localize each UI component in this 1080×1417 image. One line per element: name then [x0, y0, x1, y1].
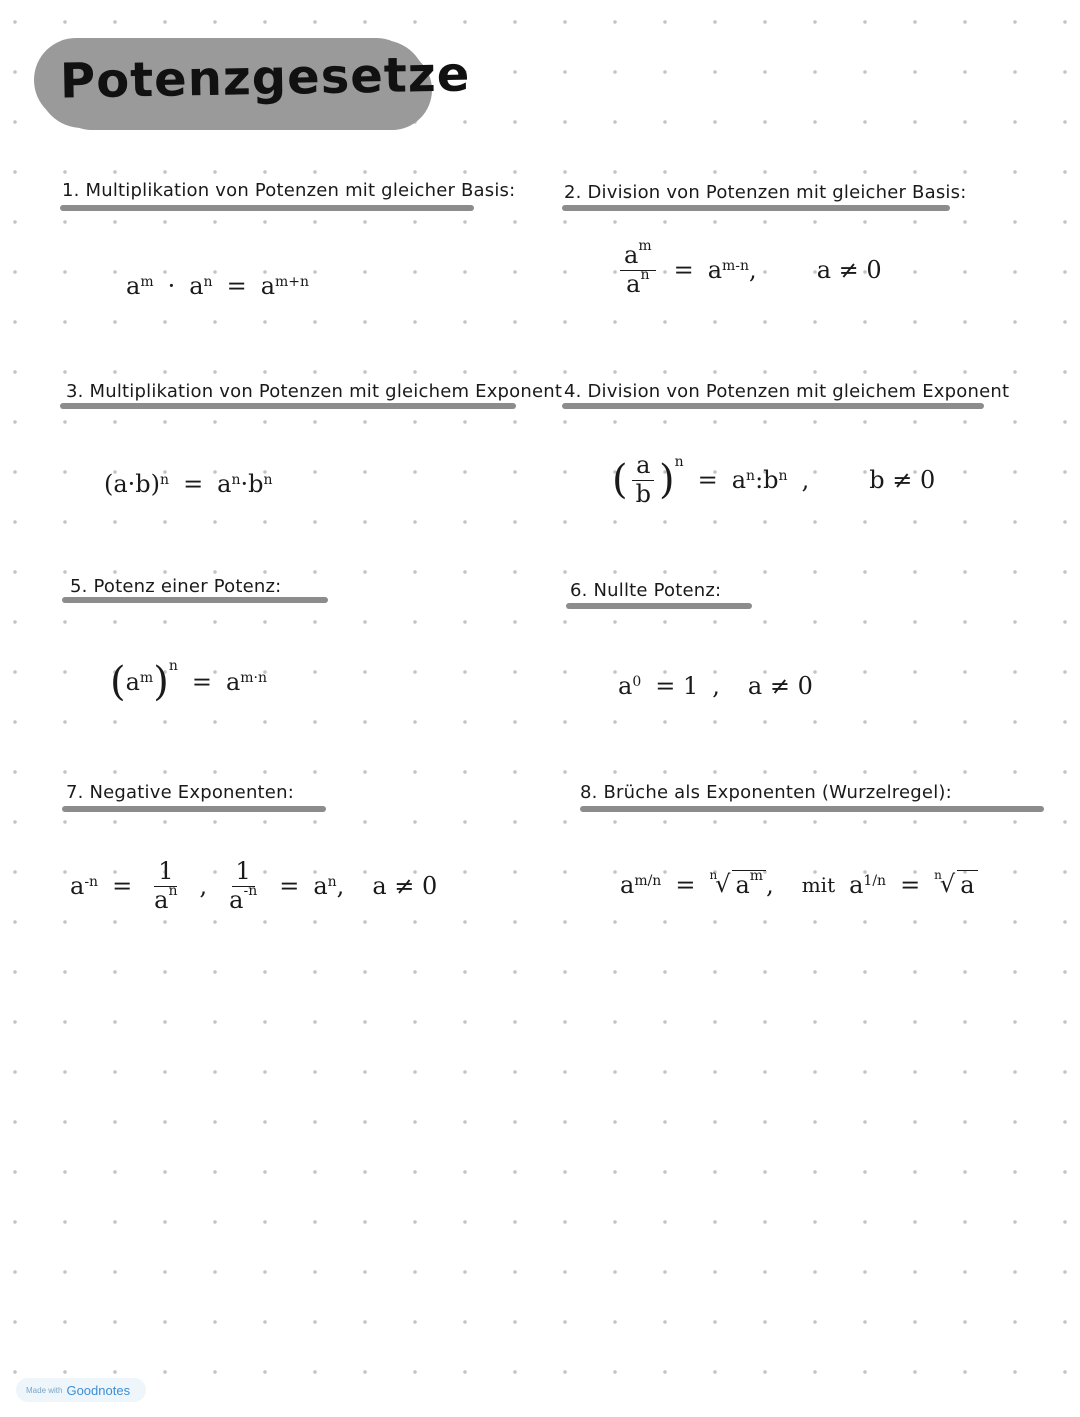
rule-8-underline — [580, 806, 1044, 812]
rule-4-fraction: $\frac{a}{b}$ — [632, 452, 655, 508]
rule-8-root-2: n √ a — [934, 870, 977, 899]
rule-4-condition: b ≠ 0 — [869, 466, 936, 495]
rule-5-underline — [62, 597, 328, 603]
rule-8-root: n √ $a^m$ — [709, 870, 766, 899]
rule-2-underline — [562, 205, 950, 211]
rule-3-underline — [60, 403, 516, 409]
rule-8-formula: a $^{m/n}$ = n √ $a^m$ , mit a $^{1/n}$ = n √ a — [620, 870, 978, 899]
rule-7-condition: a ≠ 0 — [372, 872, 438, 901]
rule-4-underline — [562, 403, 984, 409]
rule-2-condition: a ≠ 0 — [816, 256, 882, 285]
rule-6-underline — [566, 603, 752, 609]
rule-2-heading: 2. Division von Potenzen mit gleicher Basis: — [564, 182, 967, 203]
rule-4-formula: ( $\frac{a}{b}$ ) $^n$ = a $^n$ : b $^n$ , b ≠ 0 — [612, 451, 936, 508]
badge-brand-text: Goodnotes — [66, 1382, 131, 1398]
rule-2-fraction: $\frac{a^m}{a^n}$ — [620, 242, 656, 298]
rule-1-heading: 1. Multiplikation von Potenzen mit gleicher Basis: — [62, 180, 516, 201]
rule-3-formula: (a·b) $^n$ = a $^n$ · b $^n$ — [104, 470, 273, 498]
rule-7-formula: a $^{-n}$ = $\frac{1}{a^n}$ , $\frac{1}{a^{-n}}$ = a $^n$ , a ≠ 0 — [70, 857, 438, 914]
rule-7-heading: 7. Negative Exponenten: — [66, 782, 294, 803]
page-title: Potenzgesetze — [59, 46, 471, 110]
rule-2-formula: $\frac{a^m}{a^n}$ = a $^{m-n}$ , a ≠ 0 — [616, 242, 882, 298]
rule-1-underline — [60, 205, 474, 211]
rule-7-fraction-2: $\frac{1}{a^{-n}}$ — [229, 857, 258, 914]
rule-6-formula: a $^0$ = 1 , a ≠ 0 — [618, 672, 813, 700]
rule-3-heading: 3. Multiplikation von Potenzen mit gleichem Exponent — [66, 381, 563, 402]
goodnotes-badge[interactable] — [16, 1378, 146, 1402]
rule-5-formula: ( a $^m$ ) $^n$ = a $^{m\cdot n}$ — [110, 658, 268, 705]
rule-1-formula: a $^m$ · a $^n$ = a $^{m+n}$ — [126, 272, 310, 300]
badge-small-text: Made with — [26, 1385, 63, 1395]
rule-5-heading: 5. Potenz einer Potenz: — [70, 576, 282, 597]
rule-4-heading: 4. Division von Potenzen mit gleichem Exponent — [564, 381, 1010, 402]
rule-8-heading: 8. Brüche als Exponenten (Wurzelregel): — [580, 782, 952, 803]
rule-7-underline — [62, 806, 326, 812]
rule-6-condition: a ≠ 0 — [747, 672, 813, 700]
rule-6-heading: 6. Nullte Potenz: — [570, 580, 722, 601]
rule-7-fraction-1: $\frac{1}{a^n}$ — [154, 857, 178, 914]
